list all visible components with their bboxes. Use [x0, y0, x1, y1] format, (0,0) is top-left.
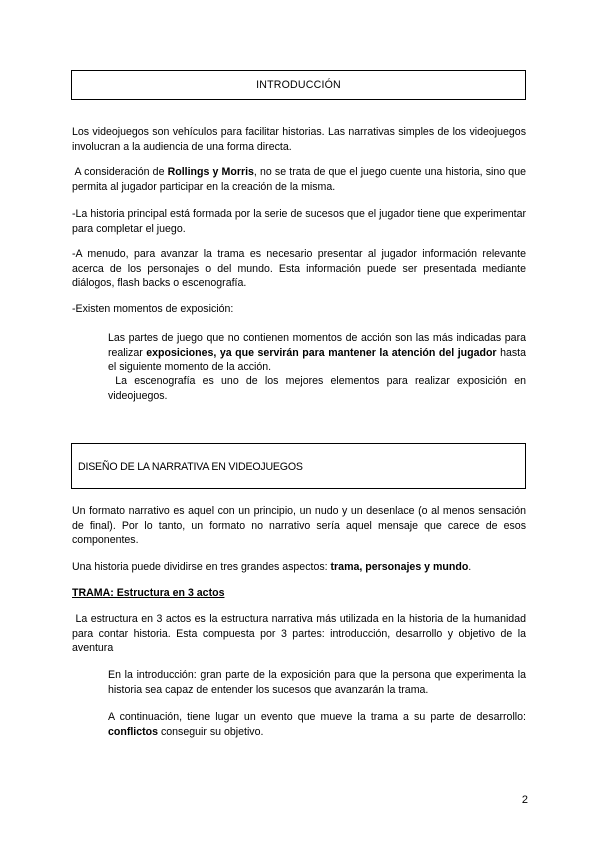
text-span: , no se trata de que el juego cuente una historia, sino que permita al jugador participar en la creación de la misma. [72, 166, 526, 193]
section-heading-box [71, 443, 526, 489]
subheading-trama [72, 586, 526, 601]
bold-text: exposiciones, ya que servirán para mantener la atención del jugador [146, 346, 497, 359]
paragraph [72, 560, 526, 575]
bold-text: conflictos [108, 725, 159, 738]
paragraph: -Existen momentos de exposición: [72, 303, 234, 315]
paragraph: La estructura en 3 actos es la estructura narrativa más utilizada en la historia de la humanidad para contar historia. Esta compuesta por 3 partes: introducción, desarrollo y objetivo de la aventura [72, 613, 529, 654]
indented-paragraph [108, 331, 526, 375]
text-span: A continuación, tiene lugar un evento que mueve la trama a su parte de desarrollo: [108, 711, 526, 723]
text-span: Las partes de juego que no contienen momentos de acción son las más indicadas para realizar [108, 332, 526, 359]
bold-text: Rollings y Morris [167, 166, 254, 178]
text-span: . [468, 561, 472, 573]
section-heading-diseno: DISEÑO DE LA NARRATIVA EN VIDEOJUEGOS [78, 461, 303, 473]
paragraph: -A menudo, para avanzar la trama es necesario presentar al jugador información relevante acerca de los personajes o del mundo. Esta información puede ser presentada mediante diálogos, flash backs o escenografía. [72, 248, 526, 289]
paragraph: Los videojuegos son vehículos para facilitar historias. Las narrativas simples de los videojuegos involucran a la audiencia de una forma directa. [72, 126, 526, 153]
paragraph: -La historia principal está formada por la serie de sucesos que el jugador tiene que experimentar para completar el juego. [72, 208, 526, 235]
page-number: 2 [521, 794, 528, 806]
text-span: conseguir su objetivo. [158, 725, 264, 738]
text-span: hasta el siguiente momento de la acción. [108, 346, 526, 373]
text-span: Una historia puede dividirse en tres grandes aspectos: [72, 561, 331, 573]
indented-paragraph [108, 710, 526, 739]
indented-paragraph: En la introducción: gran parte de la exposición para que la persona que experimenta la historia sea capaz de entender los sucesos que avanzarán la trama. [108, 669, 526, 696]
paragraph: Un formato narrativo es aquel con un principio, un nudo y un desenlace (o al menos sensación de final). Por lo tanto, un formato no narrativo sería aquel mensaje que carece de esos componentes. [72, 505, 526, 546]
text-span: A consideración de [72, 166, 168, 178]
section-heading-introduccion: INTRODUCCIÓN [256, 79, 341, 91]
bold-text: trama, personajes y mundo [330, 561, 469, 573]
paragraph [72, 165, 526, 194]
underlined-bold-text: TRAMA: Estructura en 3 actos [72, 587, 225, 599]
indented-paragraph: La escenografía es uno de los mejores elementos para realizar exposición en videojuegos. [108, 375, 529, 402]
section-heading-box [71, 70, 526, 100]
